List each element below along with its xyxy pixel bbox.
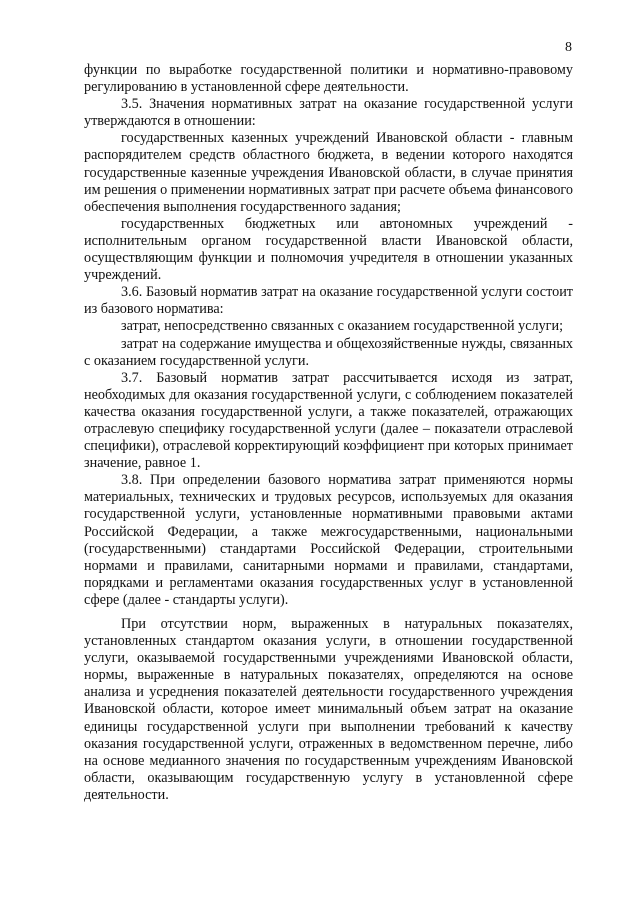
paragraph-absent-norms: При отсутствии норм, выраженных в натуральных показателях, установленных стандартом оказания услуги, в отношении государственной услуги, оказываемой государственными учреждениями Ивановской области, нормы, выраженные в натуральных показателях, определяются на основе анализа и усреднения показателей деятельности государственного учреждения Ивановской области, которое имеет минимальный объем затрат на оказание единицы государственной услуги при выполнении требований к качеству оказания государственной услуги, отраженных в ведомственном перечне, либо на основе медианного значения по государственным учреждениям Ивановской области, оказывающим государственную услугу в установленной сфере деятельности. [84,616,573,803]
page-number: 8 [565,40,572,55]
paragraph-direct-costs: затрат, непосредственно связанных с оказанием государственной услуги; [121,318,564,335]
paragraph-continuation: функции по выработке государственной политики и нормативно-правовому регулированию в установленной сфере деятельности. [84,62,573,96]
paragraph-3-7: 3.7. Базовый норматив затрат рассчитывается исходя из затрат, необходимых для оказания государственной услуги, с соблюдением показателей качества оказания государственной услуги, а также показателей, отражающих отраслевую специфику государственной услуги (далее – показатели отраслевой специфики), отраслевой корректирующий коэффициент при которых принимает значение, равное 1. [84,369,573,472]
paragraph-kazennye: государственных казенных учреждений Ивановской области - главным распорядителем средств областного бюджета, в ведении которого находятся государственные казенные учреждения Ивановской области, в случае принятия им решения о применении нормативных затрат при расчете объема финансового обеспечения выполнения государственного задания; [84,130,573,215]
paragraph-3-5: 3.5. Значения нормативных затрат на оказание государственной услуги утверждаются в отношении: [84,96,573,130]
paragraph-3-8: 3.8. При определении базового норматива затрат применяются нормы материальных, технических и трудовых ресурсов, используемых для оказания государственной услуги, установленные нормативными правовыми актами Российской Федерации, а также межгосударственными, национальными (государственными) стандартами Российской Федерации, строительными нормами и правилами, санитарными нормами и правилами, стандартами, порядками и регламентами оказания государственных услуг в установленной сфере (далее - стандарты услуги). [84,472,573,608]
paragraph-property-costs: затрат на содержание имущества и общехозяйственные нужды, связанных с оказанием государственной услуги. [84,335,573,369]
document-body [84,62,573,804]
paragraph-byudzhetnye: государственных бюджетных или автономных учреждений - исполнительным органом государственной власти Ивановской области, осуществляющим функции и полномочия учредителя в отношении указанных учреждений. [84,215,573,284]
paragraph-3-6: 3.6. Базовый норматив затрат на оказание государственной услуги состоит из базового норматива: [84,284,573,318]
